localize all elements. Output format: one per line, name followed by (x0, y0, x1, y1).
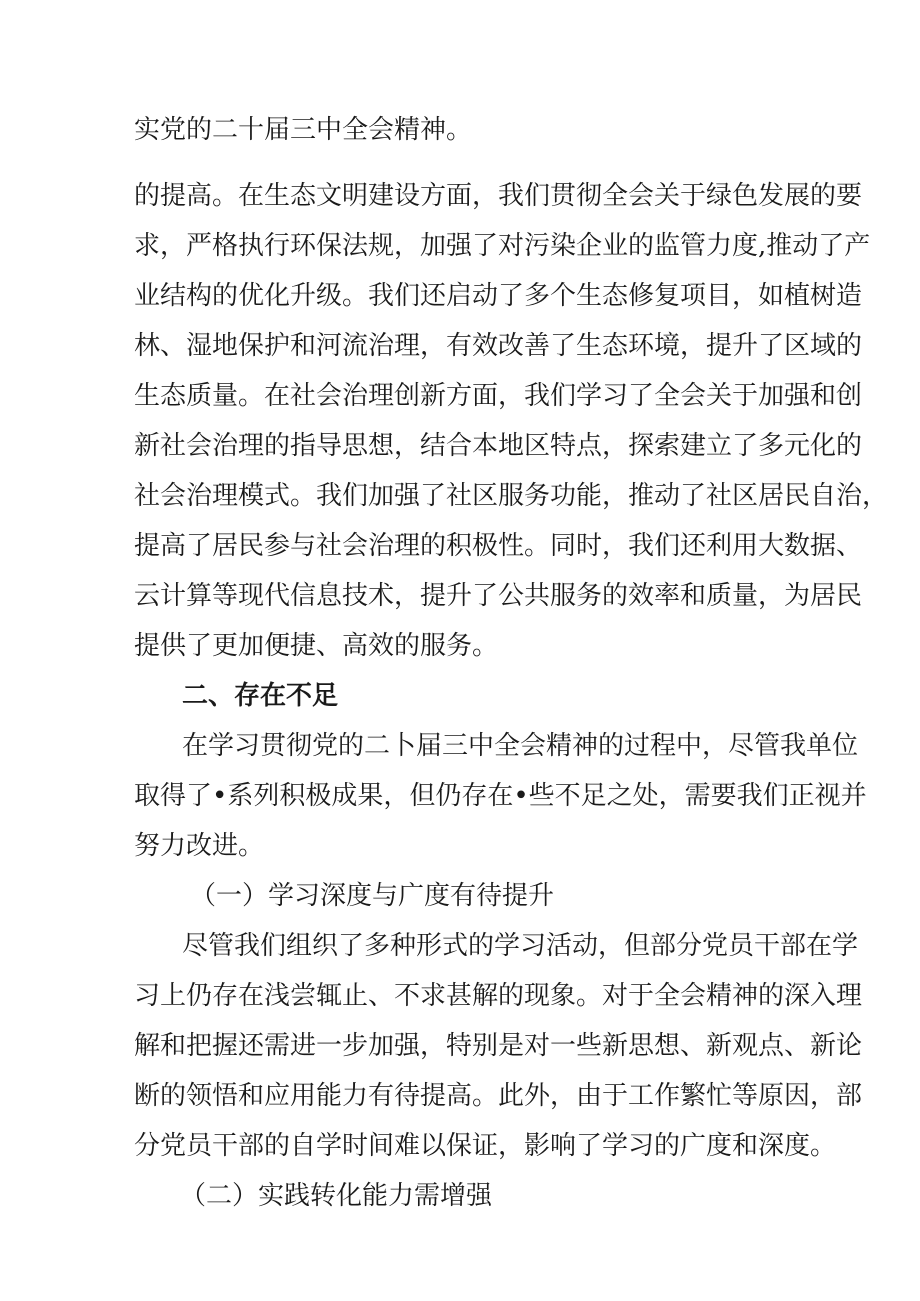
text-line: 在学习贯彻党的二卜届三中全会精神的过程中，尽管我单位 (182, 731, 859, 761)
section-heading: 二、存在不足 (182, 681, 339, 711)
text-line: 取得了•系列积极成果，但仍存在•些不足之处，需要我们正视并 (134, 781, 867, 811)
text-line: 的提高。在生态文明建设方面，我们贯彻全会关于绿色发展的要 (134, 181, 863, 211)
text-line: 业结构的优化升级。我们还启动了多个生态修复项目，如植树造 (134, 281, 863, 311)
text-line: 断的领悟和应用能力有待提高。此外，由于工作繁忙等原因，部 (134, 1081, 863, 1111)
text-line: 求，严格执行环保法规，加强了对污染企业的监管力度,推动了产 (134, 231, 871, 261)
text-line: 林、湿地保护和河流治理，有效改善了生态环境，提升了区域的 (134, 331, 863, 361)
text-line: 云计算等现代信息技术，提升了公共服务的效率和质量，为居民 (134, 581, 863, 611)
text-line: 生态质量。在社会治理创新方面，我们学习了全会关于加强和创 (134, 381, 863, 411)
text-line: 解和把握还需进一步加强，特别是对一些新思想、新观点、新论 (134, 1031, 863, 1061)
text-line: 提供了更加便捷、高效的服务。 (134, 631, 499, 661)
text-line: 习上仍存在浅尝辄止、不求甚解的现象。对于全会精神的深入理 (134, 981, 863, 1011)
text-line: 努力改进。 (134, 831, 265, 861)
text-line: 尽管我们组织了多种形式的学习活动，但部分党员干部在学 (182, 931, 859, 961)
text-line: 实党的二十届三中全会精神。 (134, 115, 473, 145)
text-line: 新社会治理的指导思想，结合本地区特点，探索建立了多元化的 (134, 431, 863, 461)
text-line: 分党员干部的自学时间难以保证，影响了学习的广度和深度。 (134, 1131, 837, 1161)
text-line: 提高了居民参与社会治理的积极性。同时，我们还利用大数据、 (134, 531, 863, 561)
subsection-heading: （一）学习深度与广度有待提升 (190, 881, 555, 911)
text-line: 社会治理模式。我们加强了社区服务功能，推动了社区居民自治， (134, 481, 889, 511)
subsection-heading: （二）实践转化能力需增强 (180, 1181, 493, 1211)
